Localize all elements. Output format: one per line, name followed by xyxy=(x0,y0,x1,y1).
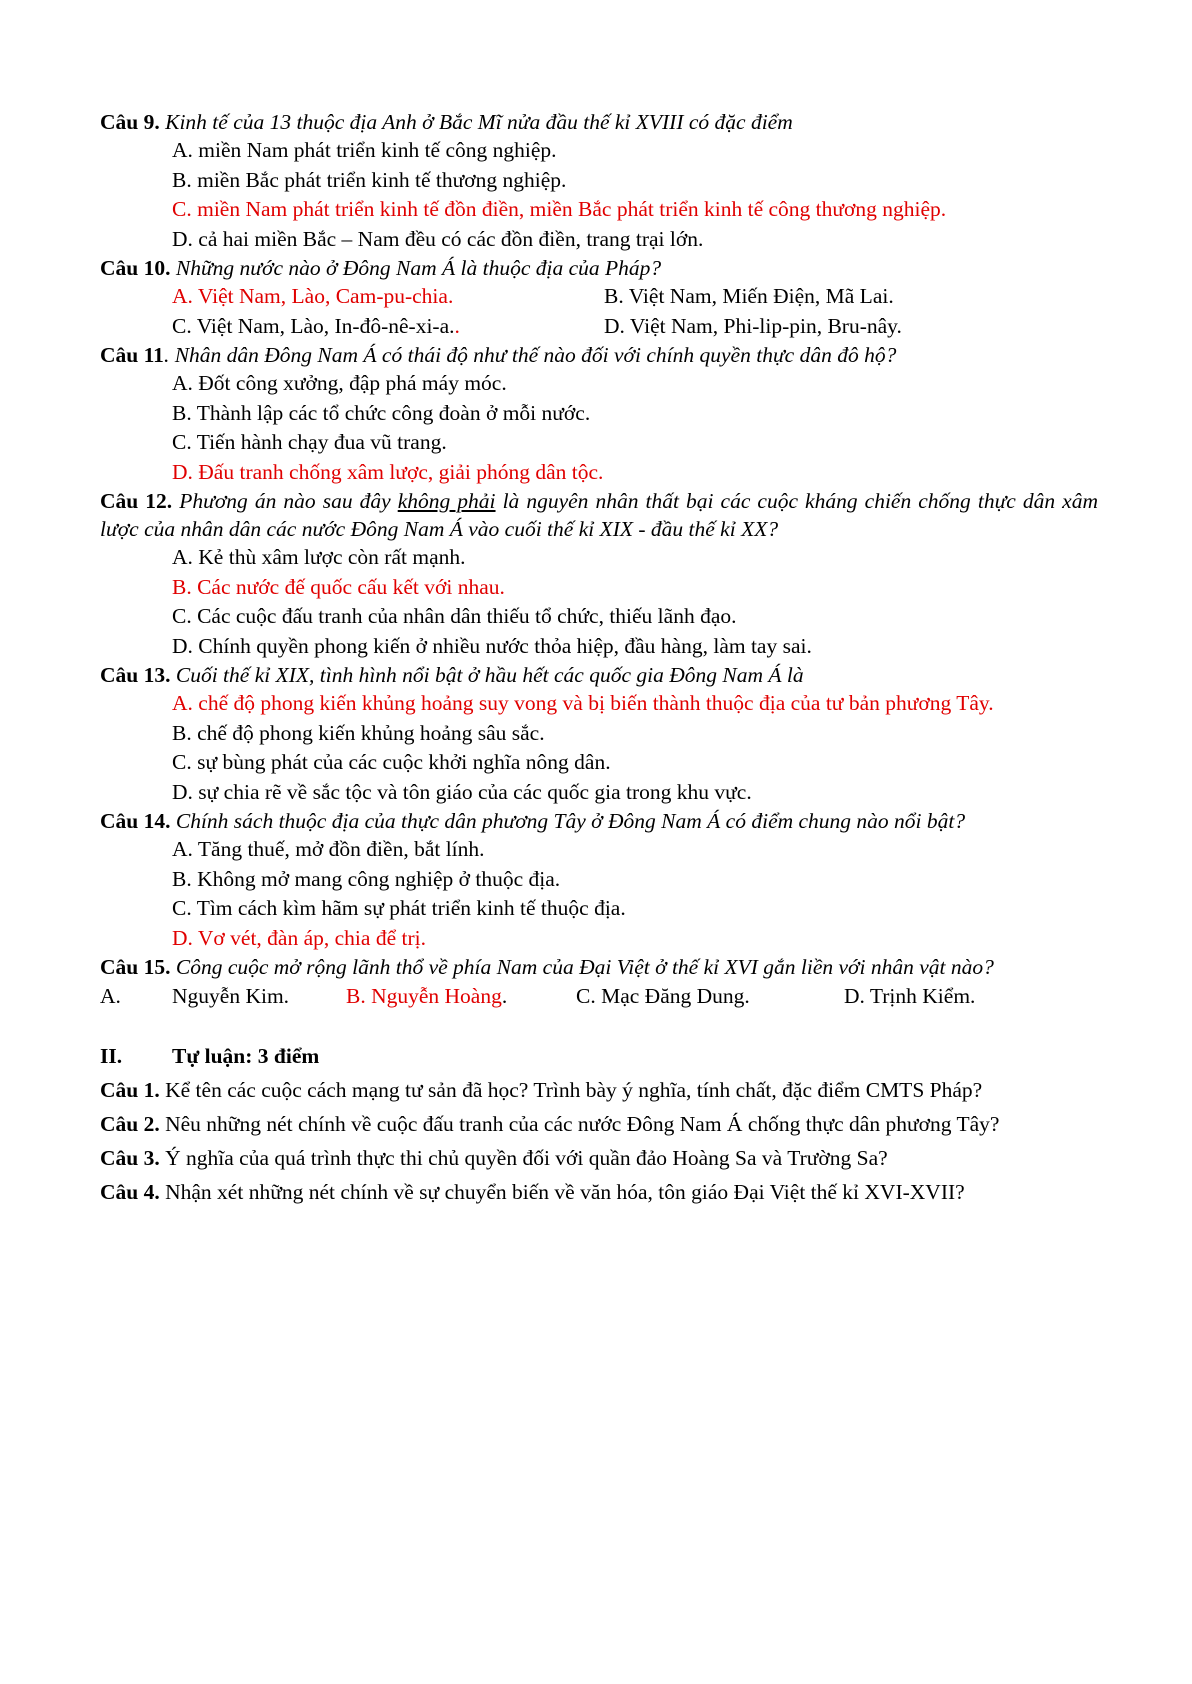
question-text-pre: Phương án nào sau đây xyxy=(172,489,398,513)
question-text: Kinh tế của 13 thuộc địa Anh ở Bắc Mĩ nửa đầu thế kỉ XVIII có đặc điểm xyxy=(159,110,793,134)
question-number: Câu 12. xyxy=(100,489,173,513)
essay-number: Câu 3. xyxy=(100,1146,160,1170)
option-d-correct: D. Vơ vét, đàn áp, chia để trị. xyxy=(172,925,426,950)
option-c xyxy=(172,312,604,342)
option-d: D. Việt Nam, Phi-lip-pin, Bru-nây. xyxy=(604,313,902,338)
question-number: Câu 9. xyxy=(100,110,160,134)
option-c-correct: C. miền Nam phát triển kinh tế đồn điền, miền Bắc phát triển kinh tế công thương nghiệp. xyxy=(172,197,947,221)
option-b: B. Không mở mang công nghiệp ở thuộc địa. xyxy=(172,866,561,891)
option-b: B. miền Bắc phát triển kinh tế thương nghiệp. xyxy=(172,167,567,192)
option-a-correct: A. Việt Nam, Lào, Cam-pu-chia. xyxy=(172,284,454,308)
option-b-text: B. Nguyễn Hoàng xyxy=(346,984,502,1008)
essay-number: Câu 2. xyxy=(100,1112,160,1136)
question-text-post: là nguyên nhân thất bại các cuộc kháng chiến chống thực dân xâm lược của nhân dân các nước Đông Nam Á vào cuối thế kỉ XIX - đầu thế kỉ XX? xyxy=(100,489,1099,541)
option-c: C. Tiến hành chạy đua vũ trang. xyxy=(172,430,447,454)
option-b-tail: . xyxy=(501,984,508,1008)
question-9 xyxy=(100,108,1098,136)
question-number: Câu 15. xyxy=(100,955,171,979)
option-d: D. Chính quyền phong kiến ở nhiều nước thỏa hiệp, đầu hàng, làm tay sai. xyxy=(172,633,812,658)
option-c: C. Mạc Đăng Dung. xyxy=(576,984,750,1008)
options-row-2 xyxy=(172,312,1098,342)
essay-question-3 xyxy=(100,1141,1098,1175)
document-page xyxy=(100,108,1098,1209)
essay-number: Câu 1. xyxy=(100,1078,160,1102)
essay-question-1 xyxy=(100,1073,1098,1107)
option-d: D. Trịnh Kiểm. xyxy=(844,984,976,1008)
section-title: Tự luận: 3 điểm xyxy=(172,1044,320,1068)
essay-question-4 xyxy=(100,1175,1098,1209)
question-number: Câu 13. xyxy=(100,663,171,687)
options-row xyxy=(100,981,1098,1011)
question-10 xyxy=(100,254,1098,282)
option-d-correct: D. Đấu tranh chống xâm lược, giải phóng dân tộc. xyxy=(172,459,604,484)
question-text: Cuối thế kỉ XIX, tình hình nổi bật ở hầu hết các quốc gia Đông Nam Á là xyxy=(170,663,804,687)
question-text-underlined: không phải xyxy=(397,489,496,513)
option-d: D. sự chia rẽ về sắc tộc và tôn giáo của các quốc gia trong khu vực. xyxy=(172,779,752,804)
option-a-correct: A. chế độ phong kiến khủng hoảng suy vong và bị biến thành thuộc địa của tư bản phương Tây. xyxy=(172,691,994,715)
option-c-text: C. Việt Nam, Lào, In-đô-nê-xi-a. xyxy=(172,313,455,338)
option-c: C. Tìm cách kìm hãm sự phát triển kinh tế thuộc địa. xyxy=(172,896,626,920)
essay-text: Kể tên các cuộc cách mạng tư sản đã học? Trình bày ý nghĩa, tính chất, đặc điểm CMTS Pháp? xyxy=(159,1078,983,1102)
option-a: A. Tăng thuế, mở đồn điền, bắt lính. xyxy=(172,837,485,861)
question-text: Những nước nào ở Đông Nam Á là thuộc địa của Pháp? xyxy=(170,256,662,280)
option-a: A. Đốt công xưởng, đập phá máy móc. xyxy=(172,371,507,395)
question-12 xyxy=(100,487,1098,543)
option-c-tail: . xyxy=(454,313,460,338)
option-b: B. Việt Nam, Miến Điện, Mã Lai. xyxy=(604,284,894,308)
essay-text: Ý nghĩa của quá trình thực thi chủ quyền đối với quần đảo Hoàng Sa và Trường Sa? xyxy=(159,1146,888,1170)
question-11 xyxy=(100,341,1098,369)
option-b: B. chế độ phong kiến khủng hoảng sâu sắc. xyxy=(172,720,545,745)
question-15 xyxy=(100,953,1098,981)
essay-number: Câu 4. xyxy=(100,1180,160,1204)
essay-text: Nhận xét những nét chính về sự chuyển biến về văn hóa, tôn giáo Đại Việt thế kỉ XVI-XVII? xyxy=(159,1180,965,1204)
question-13 xyxy=(100,661,1098,689)
option-b-correct xyxy=(346,981,576,1011)
question-text: Công cuộc mở rộng lãnh thổ về phía Nam của Đại Việt ở thế kỉ XVI gắn liền với nhân vật nào? xyxy=(170,955,994,979)
option-b-correct: B. Các nước đế quốc cấu kết với nhau. xyxy=(172,574,505,599)
option-a: A. miền Nam phát triển kinh tế công nghiệp. xyxy=(172,138,557,162)
option-a-letter: A. xyxy=(100,984,121,1008)
section-heading xyxy=(100,1039,1098,1073)
question-number: Câu 11 xyxy=(100,343,164,367)
option-c: C. sự bùng phát của các cuộc khởi nghĩa nông dân. xyxy=(172,750,611,774)
option-b: B. Thành lập các tổ chức công đoàn ở mỗi nước. xyxy=(172,400,591,425)
option-c: C. Các cuộc đấu tranh của nhân dân thiếu tổ chức, thiếu lãnh đạo. xyxy=(172,604,737,628)
essay-question-2 xyxy=(100,1107,1098,1141)
question-14 xyxy=(100,807,1098,835)
question-number: Câu 10. xyxy=(100,256,171,280)
essay-text: Nêu những nét chính về cuộc đấu tranh của các nước Đông Nam Á chống thực dân phương Tây? xyxy=(159,1112,1000,1136)
question-text: . Nhân dân Đông Nam Á có thái độ như thế nào đối với chính quyền thực dân đô hộ? xyxy=(163,343,897,367)
options-row-1 xyxy=(172,282,1098,312)
option-a: A. Kẻ thù xâm lược còn rất mạnh. xyxy=(172,545,466,569)
question-text: Chính sách thuộc địa của thực dân phương Tây ở Đông Nam Á có điểm chung nào nổi bật? xyxy=(170,809,966,833)
question-number: Câu 14. xyxy=(100,809,171,833)
option-a: Nguyễn Kim. xyxy=(172,984,290,1008)
option-d: D. cả hai miền Bắc – Nam đều có các đồn điền, trang trại lớn. xyxy=(172,226,704,251)
section-number: II. xyxy=(100,1044,123,1068)
